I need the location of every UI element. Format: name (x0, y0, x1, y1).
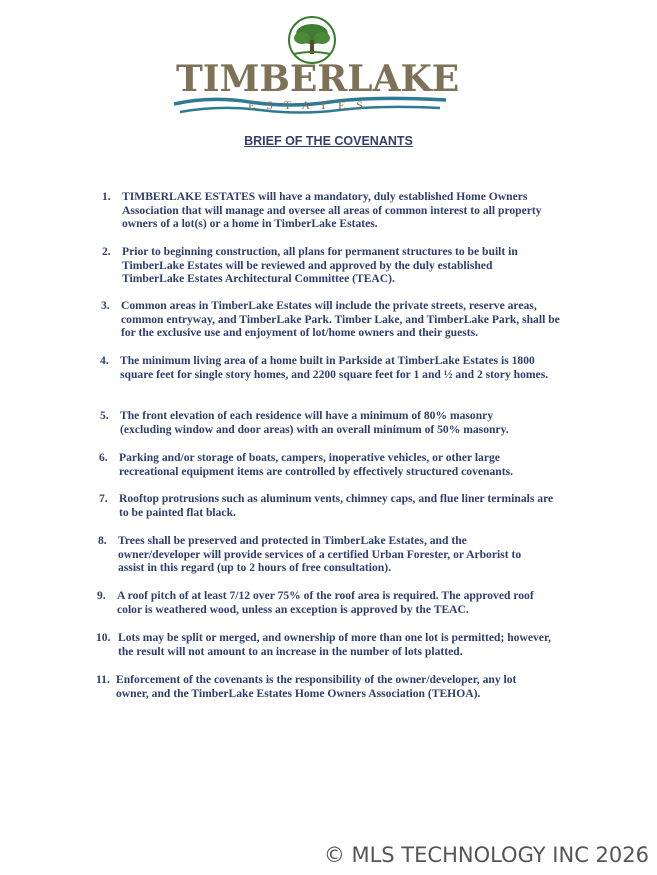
covenant-number: 9. (97, 589, 106, 602)
covenant-text: Parking and/or storage of boats, campers, inoperative vehicles, or other large recreational equipment items are controlled by effectively structured covenants. (119, 451, 514, 478)
covenant-number: 6. (99, 451, 108, 464)
covenant-text: Enforcement of the covenants is the responsibility of the owner/developer, any lot owner, and the TimberLake Estates Home Owners Association (TEHOA). (116, 673, 517, 700)
covenant-text: Prior to beginning construction, all plans for permanent structures to be built in TimberLake Estates will be reviewed and approved by the duly established TimberLake Estates Architectural Committee (TEAC). (122, 245, 518, 286)
covenant-number: 7. (99, 492, 108, 505)
covenant-number: 10. (96, 631, 111, 644)
covenant-text: Rooftop protrusions such as aluminum vents, chimney caps, and flue liner terminals are to be painted flat black. (119, 492, 554, 519)
covenant-text: Common areas in TimberLake Estates will include the private streets, reserve areas, common entryway, and TimberLake Park. Timber Lake, and TimberLake Park, shall be for the exclusive use and enjoyment of lot/home owners and their guests. (121, 299, 560, 340)
covenant-number: 2. (102, 245, 111, 258)
covenant-number: 3. (101, 299, 110, 312)
timberlake-logo (170, 14, 460, 119)
logo-subtitle: ESTATES (247, 98, 375, 112)
covenant-text: Lots may be split or merged, and ownership of more than one lot is permitted; however, the result will not amount to an increase in the number of lots platted. (118, 631, 551, 658)
covenant-number: 8. (98, 534, 107, 547)
covenant-text: The minimum living area of a home built in Parkside at TimberLake Estates is 1800 square feet for single story homes, and 2200 square feet for 1 and ½ and 2 story homes. (120, 354, 549, 381)
covenant-text: TIMBERLAKE ESTATES will have a mandatory, duly established Home Owners Association that will manage and oversee all areas of common interest to all property owners of a lot(s) or a home in TimberLake Estates. (122, 190, 542, 231)
copyright-watermark: © MLS TECHNOLOGY INC 2026 (323, 843, 649, 867)
page-title: BRIEF OF THE COVENANTS (244, 134, 413, 148)
logo-wordmark: TIMBERLAKE (176, 58, 460, 100)
covenant-number: 4. (100, 354, 109, 367)
covenant-number: 5. (100, 409, 109, 422)
covenant-text: Trees shall be preserved and protected in TimberLake Estates, and the owner/developer will provide services of a certified Urban Forester, or Arborist to assist in this regard (up to 2 hours of free consultation). (118, 534, 522, 575)
covenant-text: A roof pitch of at least 7/12 over 75% of the roof area is required. The approved roof color is weathered wood, unless an exception is approved by the TEAC. (117, 589, 534, 616)
covenant-text: The front elevation of each residence will have a minimum of 80% masonry (excluding window and door areas) with an overall minimum of 50% masonry. (120, 409, 509, 436)
covenant-number: 1. (102, 190, 111, 203)
covenant-number: 11. (96, 673, 110, 686)
